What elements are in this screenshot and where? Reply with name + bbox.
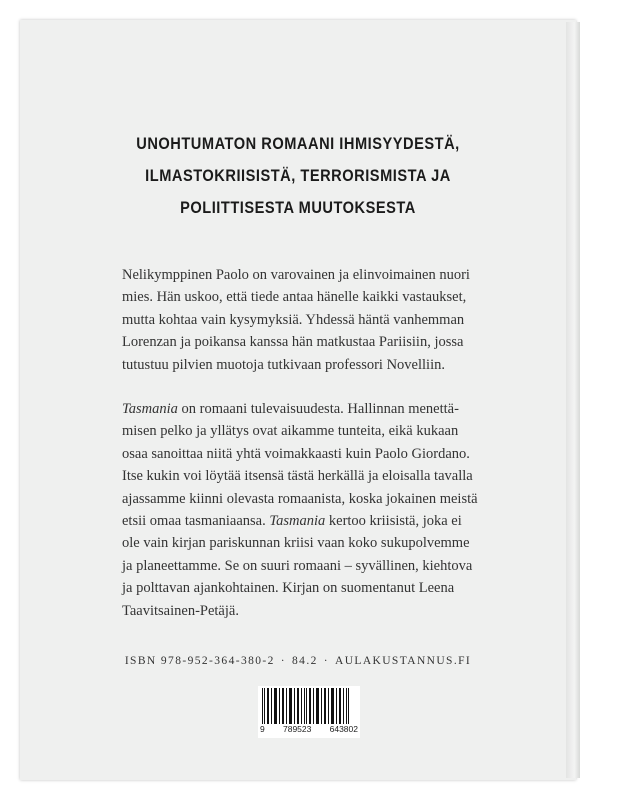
- text-line: Itse kukin voi löytää itsensä tästä herkällä ja eloisalla tavalla: [122, 468, 473, 485]
- barcode-digits: [258, 724, 360, 734]
- text-fragment: kertoo kriisistä, joka ei: [325, 513, 462, 530]
- book-title: Tasmania: [269, 513, 326, 530]
- classification-code: 84.2: [292, 655, 318, 667]
- text-line: mies. Hän uskoo, että tiede antaa hänelle kaikki vastaukset,: [122, 289, 467, 306]
- text-line: Nelikymppinen Paolo on varovainen ja elinvoimainen nuori: [122, 267, 470, 283]
- book-title: Tasmania: [122, 401, 178, 418]
- text-line: tutustuu pilvien muotoja tutkivaan professori Novelliin.: [122, 356, 445, 373]
- text-line: ja planeettamme. Se on suuri romaani – syvällinen, kiehtova: [122, 557, 473, 574]
- publishing-info: [20, 655, 576, 667]
- isbn: ISBN 978-952-364-380-2: [124, 655, 275, 667]
- headline-line: ILMASTOKRIISISTÄ, TERRORISMISTA JA: [145, 166, 451, 185]
- barcode-digit-group: 643802: [329, 724, 358, 734]
- text-line: [122, 510, 522, 532]
- text-line: Lorenzan ja poikansa kanssa hän matkustaa Pariisiin, jossa: [122, 334, 464, 351]
- headline-line: POLIITTISESTA MUUTOKSESTA: [180, 198, 416, 217]
- text-line: Taavitsainen-Petäjä.: [122, 602, 239, 619]
- text-line: ole vain kirjan pariskunnan kriisi vaan koko sukupolvemme: [122, 535, 470, 552]
- blurb-paragraph-2: [122, 398, 522, 622]
- text-line: [122, 398, 522, 420]
- headline-line: UNOHTUMATON ROMAANI IHMISYYDESTÄ,: [136, 134, 460, 153]
- text-line: misen pelko ja yllätys ovat aikamme tunteita, eikä kukaan: [122, 423, 459, 440]
- separator: ·: [323, 655, 329, 667]
- barcode-digit-group: 789523: [282, 724, 312, 734]
- barcode-digit-group: 9: [260, 724, 265, 734]
- publisher-website: AULAKUSTANNUS.FI: [334, 655, 472, 667]
- blurb-paragraph-1: [122, 264, 522, 376]
- text-fragment: etsii omaa tasmaniaansa.: [122, 513, 266, 530]
- blurb: [122, 264, 522, 622]
- text-line: ja polttavan ajankohtainen. Kirjan on suomentanut Leena: [122, 580, 455, 597]
- text-fragment: on romaani tulevaisuudesta. Hallinnan menettä-: [177, 401, 459, 418]
- text-line: osaa sanoittaa niitä yhtä voimakkaasti kuin Paolo Giordano.: [122, 445, 470, 462]
- headline: [59, 128, 537, 224]
- text-line: mutta kohtaa vain kysymyksiä. Yhdessä häntä vanhemman: [122, 311, 465, 328]
- barcode-bars: [258, 686, 360, 728]
- text-line: ajassamme kiinni olevasta romaanista, koska jokainen meistä: [122, 490, 478, 507]
- separator: ·: [280, 655, 287, 667]
